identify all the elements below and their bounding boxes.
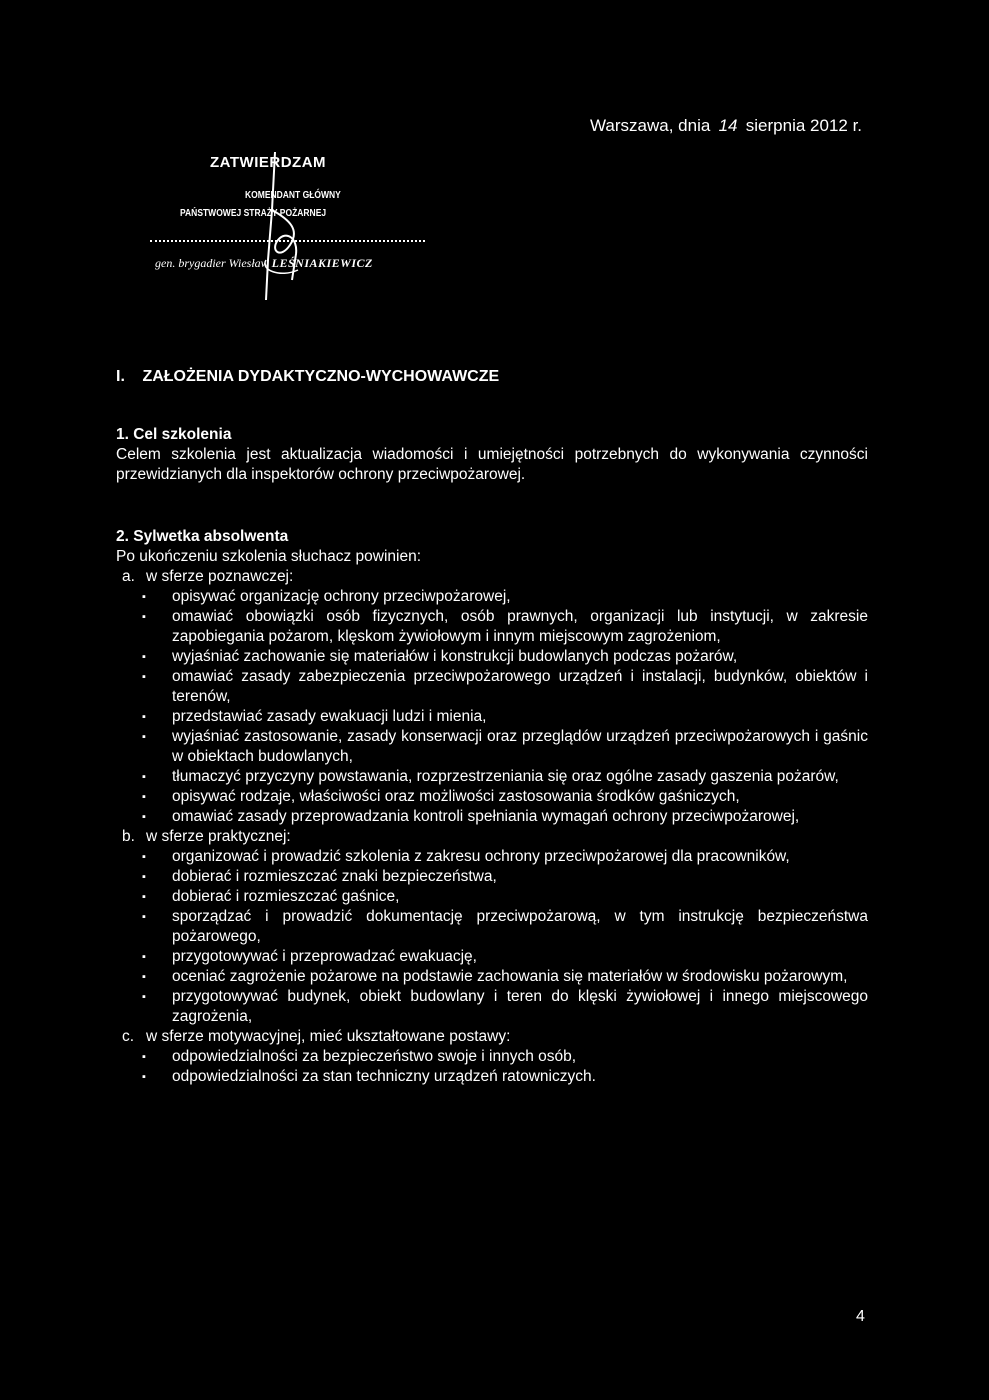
list-item: ▪ sporządzać i prowadzić dokumentację przeciwpożarową, w tym instrukcję bezpieczeństwa pożarowego, <box>172 907 868 947</box>
group-motivational <box>116 1027 868 1047</box>
list-motivational <box>116 1047 868 1087</box>
date-prefix: Warszawa, dnia <box>590 116 711 135</box>
list-item: ▪ przygotowywać budynek, obiekt budowlany i teren do klęski żywiołowej i innego miejscowego zagrożenia, <box>172 987 868 1027</box>
section-heading <box>116 367 868 387</box>
group-practical <box>116 827 868 847</box>
list-cognitive <box>116 587 868 827</box>
handwritten-signature <box>220 150 340 310</box>
profile-intro: Po ukończeniu szkolenia słuchacz powinien: <box>116 548 422 565</box>
goal-text: Celem szkolenia jest aktualizacja wiadomości i umiejętności potrzebnych do wykonywania czynności przewidzianych dla inspektorów ochrony przeciwpożarowej. <box>116 446 868 483</box>
section-title: ZAŁOŻENIA DYDAKTYCZNO-WYCHOWAWCZE <box>142 368 500 385</box>
group-cognitive <box>116 567 868 587</box>
page-number: 4 <box>856 1308 865 1325</box>
list-item: ▪ organizować i prowadzić szkolenia z zakresu ochrony przeciwpożarowej dla pracowników, <box>172 847 868 867</box>
group-letter: b. <box>122 828 135 845</box>
stamp-line-2: PAŃSTWOWEJ STRAŻY POŻARNEJ <box>180 208 327 219</box>
list-item: ▪ opisywać organizację ochrony przeciwpożarowej, <box>172 587 868 607</box>
list-practical <box>116 847 868 1027</box>
stamp-approve-label: ZATWIERDZAM <box>210 154 327 171</box>
stamp-line-1: KOMENDANT GŁÓWNY <box>245 190 341 201</box>
list-item: ▪ wyjaśniać zachowanie się materiałów i konstrukcji budowlanych podczas pożarów, <box>172 647 868 667</box>
document-body <box>116 367 868 1087</box>
list-item: ▪ odpowiedzialności za stan techniczny urządzeń ratowniczych. <box>172 1067 868 1087</box>
group-title: w sferze poznawczej: <box>146 568 294 585</box>
list-item: ▪ dobierać i rozmieszczać gaśnice, <box>172 887 868 907</box>
group-letter: c. <box>122 1028 135 1045</box>
group-title: w sferze praktycznej: <box>146 828 291 845</box>
goal-title: 1. Cel szkolenia <box>116 426 232 443</box>
date-suffix: sierpnia 2012 r. <box>745 116 863 135</box>
list-item: ▪ przedstawiać zasady ewakuacji ludzi i mienia, <box>172 707 868 727</box>
group-title: w sferze motywacyjnej, mieć ukształtowane postawy: <box>146 1028 511 1045</box>
date-day: 14 <box>718 116 738 135</box>
signatory-rank: gen. brygadier Wiesław <box>155 256 269 270</box>
list-item: ▪ omawiać obowiązki osób fizycznych, osób prawnych, organizacji lub instytucji, w zakresie zapobiegania pożarom, klęskom żywiołowym i innym miejscowym zagrożeniom, <box>172 607 868 647</box>
list-item: ▪ opisywać rodzaje, właściwości oraz możliwości zastosowania środków gaśniczych, <box>172 787 868 807</box>
list-item: ▪ tłumaczyć przyczyny powstawania, rozprzestrzeniania się oraz ogólne zasady gaszenia pożarów, <box>172 767 868 787</box>
list-item: ▪ omawiać zasady przeprowadzania kontroli spełniania wymagań ochrony przeciwpożarowej, <box>172 807 868 827</box>
group-letter: a. <box>122 568 135 585</box>
section-number: I. <box>116 368 125 385</box>
list-item: ▪ wyjaśniać zastosowanie, zasady konserwacji oraz przeglądów urządzeń przeciwpożarowych i gaśnic w obiektach budowlanych, <box>172 727 868 767</box>
document-date <box>590 116 862 136</box>
list-item: ▪ dobierać i rozmieszczać znaki bezpieczeństwa, <box>172 867 868 887</box>
list-item: ▪ odpowiedzialności za bezpieczeństwo swoje i innych osób, <box>172 1047 868 1067</box>
list-item: ▪ omawiać zasady zabezpieczenia przeciwpożarowego urządzeń i instalacji, budynków, obiektów i terenów, <box>172 667 868 707</box>
profile-title: 2. Sylwetka absolwenta <box>116 528 289 545</box>
signatory-name: LEŚNIAKIEWICZ <box>271 256 373 270</box>
list-item: ▪ oceniać zagrożenie pożarowe na podstawie zachowania się materiałów w środowisku pożarowym, <box>172 967 868 987</box>
list-item: ▪ przygotowywać i przeprowadzać ewakuację, <box>172 947 868 967</box>
